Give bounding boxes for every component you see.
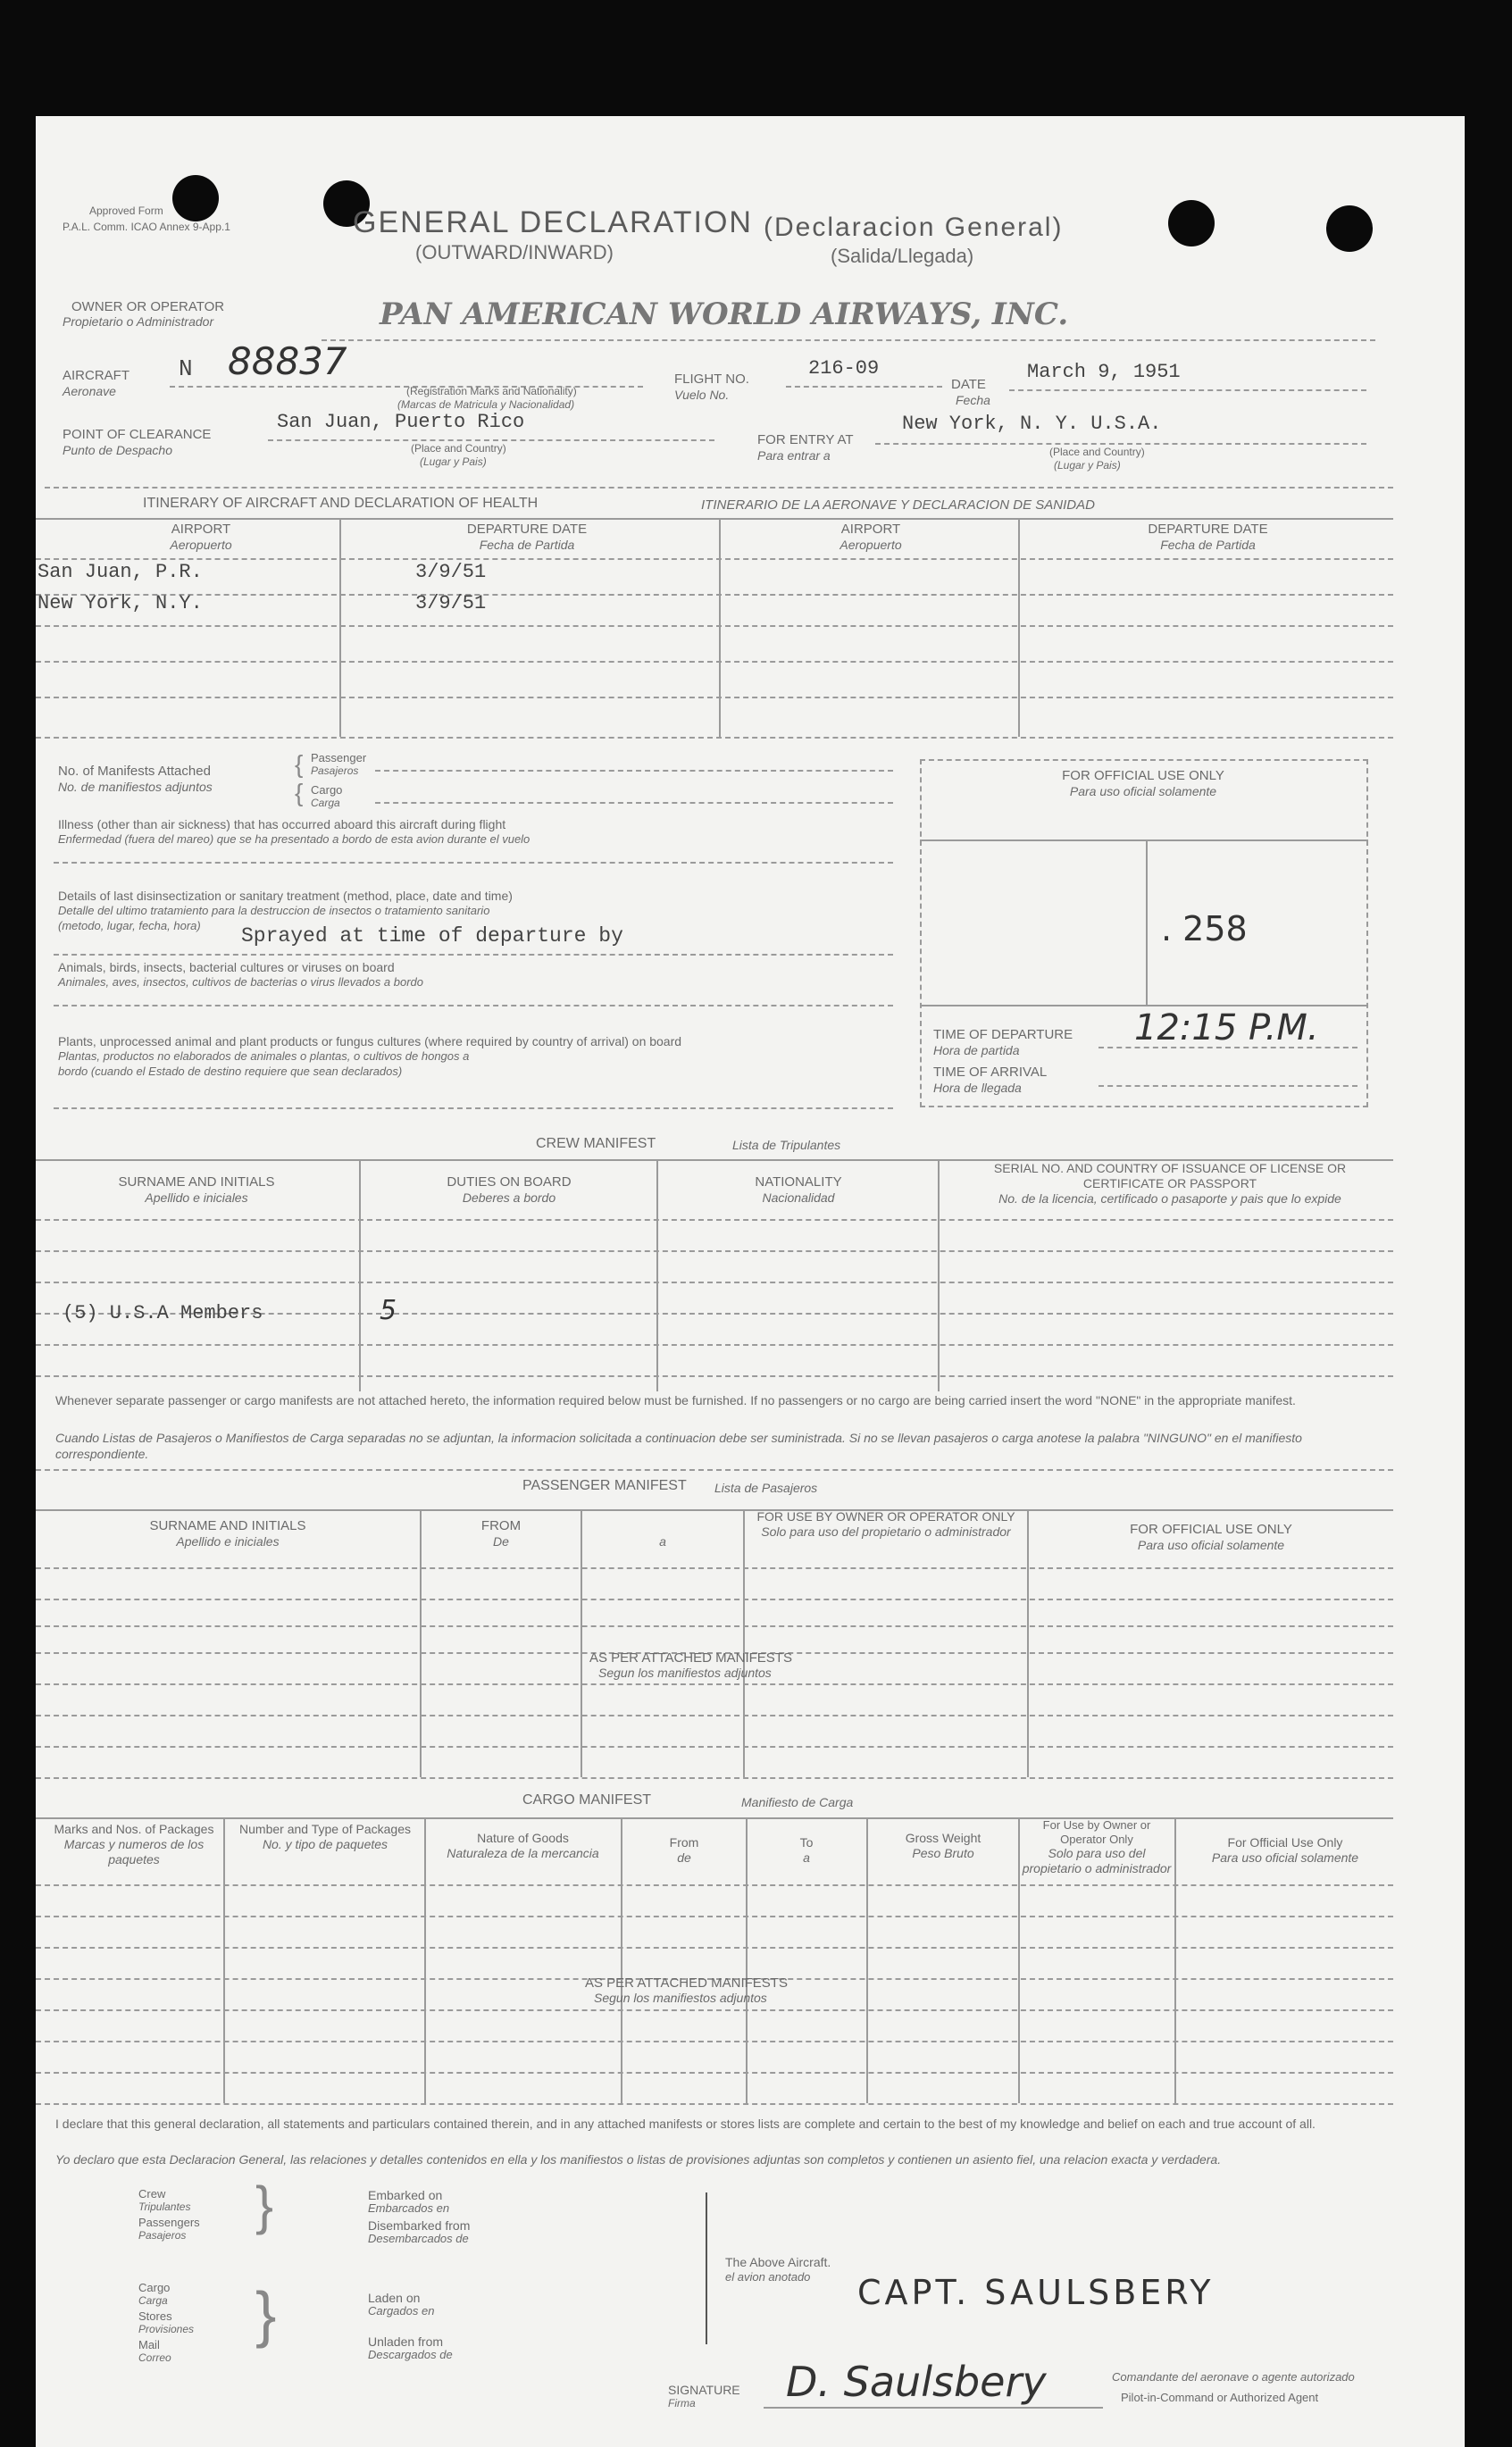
passenger-label: Passenger bbox=[311, 751, 367, 764]
itin-row-airport: New York, N.Y. bbox=[38, 592, 203, 614]
manifests-label-es: No. de manifiestos adjuntos bbox=[58, 780, 213, 794]
itinerary-title: ITINERARY OF AIRCRAFT AND DECLARATION OF HEALTH bbox=[143, 496, 539, 511]
signature-label: SIGNATURE bbox=[668, 2383, 740, 2397]
departure-time-label-es: Hora de partida bbox=[933, 1043, 1020, 1057]
decl-laden-es: Cargados en bbox=[368, 2304, 435, 2318]
aircraft-label-es: Aeronave bbox=[63, 384, 116, 398]
decl-stores-es: Provisiones bbox=[138, 2323, 195, 2335]
plants-label-es: Plantas, productos no elaborados de animales o plantas, o cultivos de hongos a bbox=[58, 1049, 470, 1063]
clearance-caption-es: (Lugar y Pais) bbox=[420, 455, 487, 468]
notice-text-es: Cuando Listas de Pasajeros o Manifiestos de Carga separadas no se adjuntan, la informacion solicitada a continuacion debe ser suministrada. Si no se llevan pasajeros o carga anotese la palabra "NINGUNO" en el manifiesto correspondiente. bbox=[55, 1431, 1302, 1461]
cargo-title: CARGO MANIFEST bbox=[522, 1792, 652, 1808]
decl-disembarked-es: Desembarcados de bbox=[368, 2232, 469, 2245]
cargo-col-nature: Nature of Goods Naturaleza de la mercancia bbox=[447, 1831, 599, 1860]
departure-time-value: 12:15 P.M. bbox=[1134, 1007, 1319, 1048]
official-label: FOR OFFICIAL USE ONLY Para uso oficial solamente bbox=[1062, 768, 1224, 798]
aircraft-prefix: N bbox=[179, 355, 193, 382]
date-label: DATE bbox=[951, 377, 986, 392]
declaration-text: I declare that this general declaration, all statements and particulars contained therein, and in any attached manifests or stores lists are complete and certain to the best of my knowledge and belief on each and true account of all. bbox=[55, 2117, 1316, 2131]
punch-hole bbox=[1326, 205, 1373, 252]
form-title: GENERAL DECLARATION bbox=[353, 205, 753, 239]
illness-label: Illness (other than air sickness) that has occurred aboard this aircraft during flight bbox=[58, 817, 506, 831]
plants-label-es2: bordo (cuando el Estado de destino requiere que sean declarados) bbox=[58, 1065, 403, 1078]
itin-col-airport: AIRPORT Aeropuerto bbox=[170, 522, 232, 552]
passenger-title: PASSENGER MANIFEST bbox=[522, 1478, 687, 1493]
date-value: March 9, 1951 bbox=[1027, 361, 1181, 383]
approval-ref: P.A.L. Comm. ICAO Annex 9-App.1 bbox=[63, 221, 230, 233]
passenger-label-es: Pasajeros bbox=[311, 764, 359, 777]
punch-hole bbox=[1168, 200, 1215, 246]
signature: D. Saulsbery bbox=[786, 2358, 1047, 2406]
decl-cargo-es: Carga bbox=[138, 2294, 168, 2307]
entry-caption-es: (Lugar y Pais) bbox=[1054, 459, 1121, 472]
form-title-sub: (OUTWARD/INWARD) bbox=[415, 241, 614, 263]
arrival-time-label-es: Hora de llegada bbox=[933, 1081, 1022, 1095]
crew-title: CREW MANIFEST bbox=[536, 1136, 656, 1151]
disinsect-label-es2: (metodo, lugar, fecha, hora) bbox=[58, 919, 201, 932]
cargo-col-weight: Gross Weight Peso Bruto bbox=[905, 1831, 982, 1860]
aircraft-caption-es: (Marcas de Matricula y Nacionalidad) bbox=[397, 398, 575, 411]
crew-col-nationality: NATIONALITY Nacionalidad bbox=[755, 1174, 842, 1205]
cargo-attached-es: Segun los manifiestos adjuntos bbox=[594, 1991, 767, 2005]
signer-label-es: Comandante del aeronave o agente autorizado bbox=[1112, 2370, 1355, 2384]
decl-mail-es: Correo bbox=[138, 2351, 171, 2364]
itin-row-airport: San Juan, P.R. bbox=[38, 561, 203, 583]
aircraft-value: 88837 bbox=[228, 339, 347, 383]
form-title-es-sub: (Salida/Llegada) bbox=[831, 245, 974, 267]
disinsect-label-es: Detalle del ultimo tratamiento para la destruccion de insectos o tratamiento sanitario bbox=[58, 904, 490, 917]
animals-label-es: Animales, aves, insectos, cultivos de bacterias o virus llevados a bordo bbox=[58, 975, 423, 989]
aircraft-caption: (Registration Marks and Nationality) bbox=[406, 385, 577, 397]
crew-title-es: Lista de Tripulantes bbox=[732, 1138, 841, 1152]
entry-label: FOR ENTRY AT bbox=[757, 432, 854, 447]
entry-label-es: Para entrar a bbox=[757, 448, 831, 463]
cargo-attached: AS PER ATTACHED MANIFESTS bbox=[585, 1975, 788, 1991]
owner-value: PAN AMERICAN WORLD AIRWAYS, INC. bbox=[380, 296, 1069, 332]
cargo-col-owner: For Use by Owner or Operator Only Solo para uso del propietario o administrador bbox=[1022, 1818, 1172, 1875]
itin-col-departure-2: DEPARTURE DATE Fecha de Partida bbox=[1148, 522, 1268, 552]
cargo-col-official: For Official Use Only Para uso oficial solamente bbox=[1211, 1835, 1359, 1865]
arrival-time-label: TIME OF ARRIVAL bbox=[933, 1065, 1048, 1080]
punch-hole bbox=[172, 175, 219, 221]
decl-mail: Mail bbox=[138, 2338, 160, 2351]
decl-laden: Laden on bbox=[368, 2291, 421, 2305]
crew-entry-name: (5) U.S.A Members bbox=[63, 1302, 263, 1324]
itin-col-airport-2: AIRPORT Aeropuerto bbox=[840, 522, 902, 552]
clearance-label: POINT OF CLEARANCE bbox=[63, 427, 212, 442]
flight-label-es: Vuelo No. bbox=[674, 388, 730, 402]
disinsect-label: Details of last disinsectization or sanitary treatment (method, place, date and time) bbox=[58, 889, 513, 903]
plants-label: Plants, unprocessed animal and plant products or fungus cultures (where required by country of arrival) on board bbox=[58, 1034, 682, 1048]
crew-col-duties: DUTIES ON BOARD Deberes a bordo bbox=[447, 1174, 572, 1205]
signature-label-es: Firma bbox=[668, 2397, 696, 2409]
crew-col-name: SURNAME AND INITIALS Apellido e iniciales bbox=[118, 1174, 275, 1205]
cargo-col-number: Number and Type of Packages No. y tipo de paquetes bbox=[239, 1822, 411, 1851]
decl-aircraft-note-es: el avion anotado bbox=[725, 2270, 811, 2284]
cargo-col-marks: Marks and Nos. of Packages Marcas y numeros de los paquetes bbox=[54, 1822, 214, 1867]
pax-col-to: a bbox=[659, 1534, 666, 1549]
owner-label-es: Propietario o Administrador bbox=[63, 314, 214, 329]
clearance-value: San Juan, Puerto Rico bbox=[277, 411, 525, 433]
cargo-label: Cargo bbox=[311, 783, 343, 797]
approval-note: Approved Form bbox=[89, 205, 163, 217]
passenger-title-es: Lista de Pasajeros bbox=[714, 1481, 818, 1495]
pax-col-from: FROM De bbox=[480, 1518, 522, 1549]
entry-caption: (Place and Country) bbox=[1049, 446, 1145, 458]
pax-attached: AS PER ATTACHED MANIFESTS bbox=[589, 1650, 792, 1666]
cargo-title-es: Manifiesto de Carga bbox=[741, 1795, 854, 1809]
decl-aircraft-note: The Above Aircraft. bbox=[725, 2255, 831, 2269]
decl-stores: Stores bbox=[138, 2309, 172, 2323]
crew-entry-duties: 5 bbox=[380, 1295, 397, 1326]
form-title-es: (Declaracion General) bbox=[764, 213, 1064, 242]
declaration-text-es: Yo declaro que esta Declaracion General, las relaciones y detalles contenidos en ella y los manifiestos o listas de provisiones adjuntas son completos y contienen un asiento fiel, una relacion exacta y verdadera. bbox=[55, 2152, 1222, 2167]
manifests-label: No. of Manifests Attached bbox=[58, 764, 211, 779]
decl-disembarked: Disembarked from bbox=[368, 2218, 471, 2233]
clearance-label-es: Punto de Despacho bbox=[63, 443, 172, 457]
pax-col-owner: FOR USE BY OWNER OR OPERATOR ONLY Solo para uso del propietario o administrador bbox=[756, 1509, 1015, 1539]
decl-unladen-es: Descargados de bbox=[368, 2348, 453, 2361]
decl-passengers: Passengers bbox=[138, 2216, 200, 2229]
decl-passengers-es: Pasajeros bbox=[138, 2229, 187, 2242]
aircraft-label: AIRCRAFT bbox=[63, 368, 129, 383]
decl-crew: Crew bbox=[138, 2187, 166, 2201]
decl-embarked: Embarked on bbox=[368, 2188, 443, 2202]
crew-col-serial: SERIAL NO. AND COUNTRY OF ISSUANCE OF LICENSE OR CERTIFICATE OR PASSPORT No. de la licencia, certificado o pasaporte y pais que lo expide bbox=[993, 1161, 1347, 1206]
date-label-es: Fecha bbox=[956, 393, 990, 407]
cargo-col-from: From de bbox=[669, 1835, 699, 1865]
flight-value: 216-09 bbox=[808, 357, 880, 380]
decl-cargo: Cargo bbox=[138, 2281, 171, 2294]
pax-col-official: FOR OFFICIAL USE ONLY Para uso oficial solamente bbox=[1130, 1522, 1292, 1552]
departure-time-label: TIME OF DEPARTURE bbox=[933, 1027, 1073, 1042]
cargo-col-to: To a bbox=[799, 1835, 814, 1865]
signer-label: Pilot-in-Command or Authorized Agent bbox=[1121, 2391, 1319, 2404]
itin-col-departure: DEPARTURE DATE Fecha de Partida bbox=[466, 522, 588, 552]
decl-unladen: Unladen from bbox=[368, 2334, 444, 2349]
animals-label: Animals, birds, insects, bacterial cultures or viruses on board bbox=[58, 960, 395, 974]
cargo-label-es: Carga bbox=[311, 797, 340, 809]
itin-row-date: 3/9/51 bbox=[415, 592, 487, 614]
entry-value: New York, N. Y. U.S.A. bbox=[902, 413, 1162, 435]
illness-label-es: Enfermedad (fuera del mareo) que se ha presentado a bordo de esta avion durante el vuelo bbox=[58, 832, 530, 846]
official-number: . 258 bbox=[1161, 909, 1248, 948]
itinerary-title-es: ITINERARIO DE LA AERONAVE Y DECLARACION DE SANIDAD bbox=[701, 497, 1095, 513]
decl-crew-es: Tripulantes bbox=[138, 2201, 191, 2213]
notice-text: Whenever separate passenger or cargo manifests are not attached hereto, the information required below must be furnished. If no passengers or no cargo are being carried insert the word "NONE" in the appropriate manifest. bbox=[55, 1393, 1296, 1407]
clearance-caption: (Place and Country) bbox=[411, 442, 506, 455]
owner-label: OWNER OR OPERATOR bbox=[71, 299, 225, 314]
captain-name: CAPT. SAULSBERY bbox=[857, 2273, 1215, 2312]
disinsect-value: Sprayed at time of departure by bbox=[241, 924, 623, 948]
decl-embarked-es: Embarcados en bbox=[368, 2201, 450, 2215]
pax-col-name: SURNAME AND INITIALS Apellido e iniciales bbox=[149, 1518, 306, 1549]
itin-row-date: 3/9/51 bbox=[415, 561, 487, 583]
pax-attached-es: Segun los manifiestos adjuntos bbox=[598, 1666, 772, 1680]
flight-label: FLIGHT NO. bbox=[674, 372, 749, 387]
